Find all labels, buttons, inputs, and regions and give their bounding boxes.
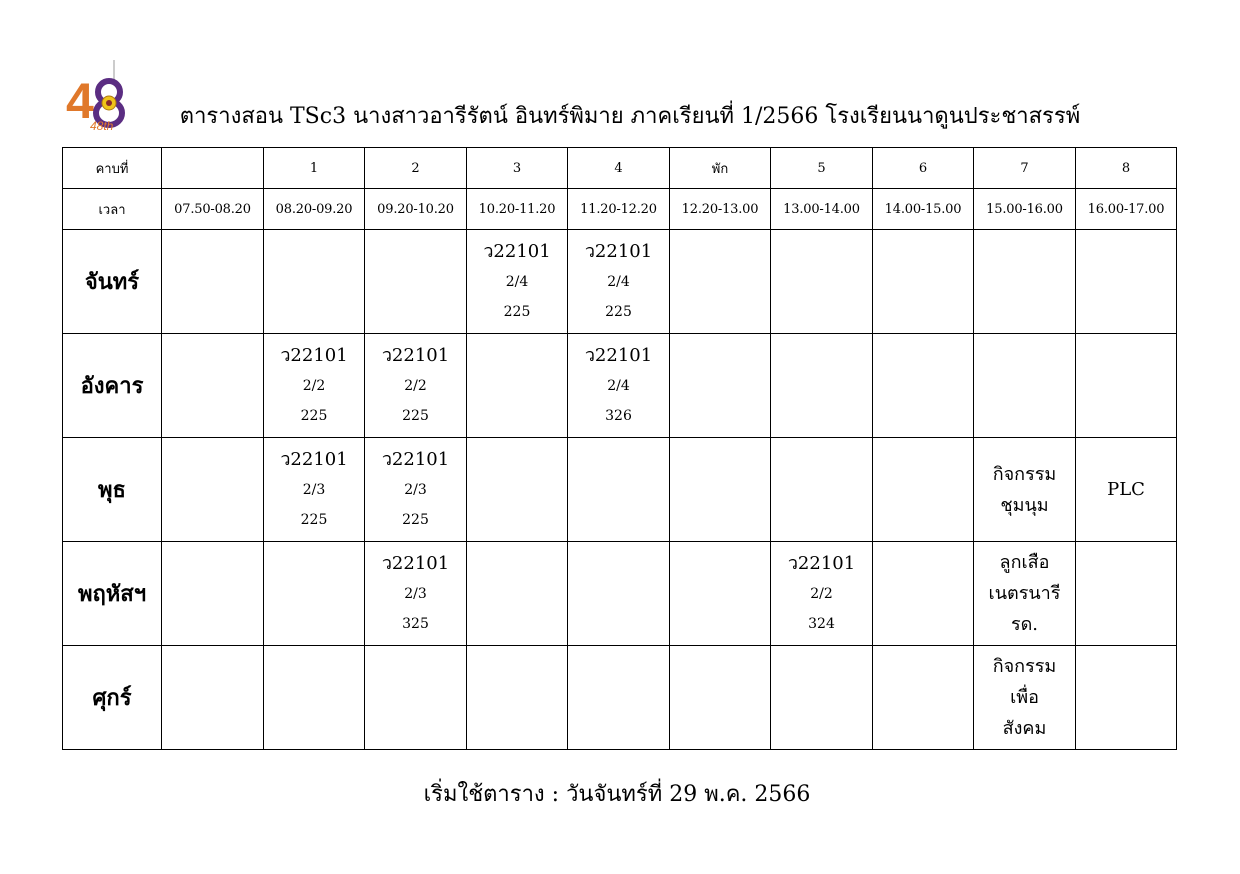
activity-line: เนตรนารี (988, 583, 1061, 604)
room-number: 225 (402, 511, 429, 528)
period-header: 5 (771, 148, 873, 189)
class-cell (264, 438, 365, 542)
day-name: พุธ (63, 438, 162, 542)
empty-cell (568, 438, 670, 542)
room-number: 225 (300, 511, 328, 528)
empty-cell (873, 646, 974, 750)
empty-cell (467, 542, 568, 646)
empty-cell (264, 646, 365, 750)
empty-cell (467, 646, 568, 750)
class-section: 2/2 (810, 585, 833, 602)
empty-cell (771, 438, 873, 542)
time-slot: 16.00-17.00 (1076, 189, 1177, 230)
empty-cell (365, 230, 467, 334)
empty-cell (670, 646, 771, 750)
room-number: 325 (402, 615, 429, 632)
activity-cell (974, 542, 1076, 646)
activity-cell (974, 438, 1076, 542)
class-section: 2/2 (404, 377, 427, 394)
time-slot: 07.50-08.20 (162, 189, 264, 230)
room-number: 225 (503, 303, 531, 320)
svg-text:4: 4 (66, 73, 94, 129)
day-name: พฤหัสฯ (63, 542, 162, 646)
timetable (62, 147, 1177, 750)
period-header: 8 (1076, 148, 1177, 189)
subject-code: ว22101 (381, 552, 450, 574)
activity-cell (1076, 438, 1177, 542)
time-slot: 13.00-14.00 (771, 189, 873, 230)
class-section: 2/3 (302, 481, 326, 498)
empty-cell (264, 230, 365, 334)
subject-code: ว22101 (280, 344, 348, 366)
empty-cell (670, 334, 771, 438)
day-row (63, 542, 1177, 646)
period-label: คาบที่ (63, 148, 162, 189)
time-row (63, 189, 1177, 230)
empty-cell (771, 334, 873, 438)
class-cell (467, 230, 568, 334)
room-number: 225 (300, 407, 328, 424)
class-cell (365, 438, 467, 542)
start-date-note: เริ่มใช้ตาราง : วันจันทร์ที่ 29 พ.ค. 2566 (423, 782, 811, 807)
empty-cell (162, 334, 264, 438)
empty-cell (264, 542, 365, 646)
time-slot: 10.20-11.20 (467, 189, 568, 230)
subject-code: ว22101 (584, 240, 653, 262)
empty-cell (670, 542, 771, 646)
day-name: ศุกร์ (63, 646, 162, 750)
activity-line: กิจกรรม (992, 656, 1057, 677)
day-row (63, 230, 1177, 334)
empty-cell (670, 438, 771, 542)
class-section: 2/2 (302, 377, 326, 394)
class-cell (771, 542, 873, 646)
empty-cell (1076, 542, 1177, 646)
period-header: 4 (568, 148, 670, 189)
activity-line: รด. (1010, 614, 1039, 635)
class-section: 2/4 (607, 377, 630, 394)
subject-code: ว22101 (787, 552, 856, 574)
empty-cell (873, 230, 974, 334)
subject-code: ว22101 (280, 448, 348, 470)
room-number: 225 (605, 303, 632, 320)
class-cell (568, 334, 670, 438)
room-number: 326 (605, 407, 632, 424)
empty-cell (873, 542, 974, 646)
day-row (63, 438, 1177, 542)
class-cell (264, 334, 365, 438)
subject-code: ว22101 (483, 240, 551, 262)
period-header: 6 (873, 148, 974, 189)
empty-cell (162, 438, 264, 542)
period-header: 1 (264, 148, 365, 189)
room-number: 225 (402, 407, 429, 424)
time-slot: 09.20-10.20 (365, 189, 467, 230)
day-name: จันทร์ (63, 230, 162, 334)
activity-line: สังคม (1002, 718, 1047, 739)
subject-code: ว22101 (381, 448, 450, 470)
day-row (63, 334, 1177, 438)
empty-cell (1076, 646, 1177, 750)
subject-code: ว22101 (381, 344, 450, 366)
time-slot: 11.20-12.20 (568, 189, 670, 230)
class-cell (365, 542, 467, 646)
empty-cell (365, 646, 467, 750)
period-header (162, 148, 264, 189)
activity-line: PLC (1107, 479, 1145, 500)
empty-cell (974, 334, 1076, 438)
period-row (63, 148, 1177, 189)
time-slot: 08.20-09.20 (264, 189, 365, 230)
activity-line: เพื่อ (1010, 687, 1039, 708)
time-label: เวลา (63, 189, 162, 230)
empty-cell (467, 438, 568, 542)
day-row (63, 646, 1177, 750)
subject-code: ว22101 (584, 344, 653, 366)
empty-cell (568, 542, 670, 646)
period-header: 3 (467, 148, 568, 189)
activity-line: ลูกเสือ (999, 552, 1050, 573)
empty-cell (771, 230, 873, 334)
room-number: 324 (808, 615, 835, 632)
time-slot: 15.00-16.00 (974, 189, 1076, 230)
empty-cell (771, 646, 873, 750)
empty-cell (467, 334, 568, 438)
empty-cell (162, 646, 264, 750)
empty-cell (568, 646, 670, 750)
activity-cell (974, 646, 1076, 750)
empty-cell (873, 334, 974, 438)
activity-line: ชุมนุม (1000, 494, 1049, 516)
period-header: 7 (974, 148, 1076, 189)
empty-cell (670, 230, 771, 334)
class-cell (365, 334, 467, 438)
period-header: 2 (365, 148, 467, 189)
class-cell (568, 230, 670, 334)
empty-cell (162, 230, 264, 334)
period-header: พัก (670, 148, 771, 189)
empty-cell (974, 230, 1076, 334)
class-section: 2/4 (607, 273, 630, 290)
class-section: 2/3 (404, 585, 427, 602)
class-section: 2/4 (505, 273, 529, 290)
time-slot: 12.20-13.00 (670, 189, 771, 230)
activity-line: กิจกรรม (992, 463, 1057, 485)
class-section: 2/3 (404, 481, 427, 498)
page-title: ตารางสอน TSc3 นางสาวอารีรัตน์ อินทร์พิมาย ภาคเรียนที่ 1/2566 โรงเรียนนาดูนประชาสรรพ์ (179, 104, 1081, 129)
empty-cell (873, 438, 974, 542)
empty-cell (1076, 334, 1177, 438)
svg-text:48th: 48th (90, 119, 114, 133)
empty-cell (162, 542, 264, 646)
empty-cell (1076, 230, 1177, 334)
day-name: อังคาร (63, 334, 162, 438)
time-slot: 14.00-15.00 (873, 189, 974, 230)
